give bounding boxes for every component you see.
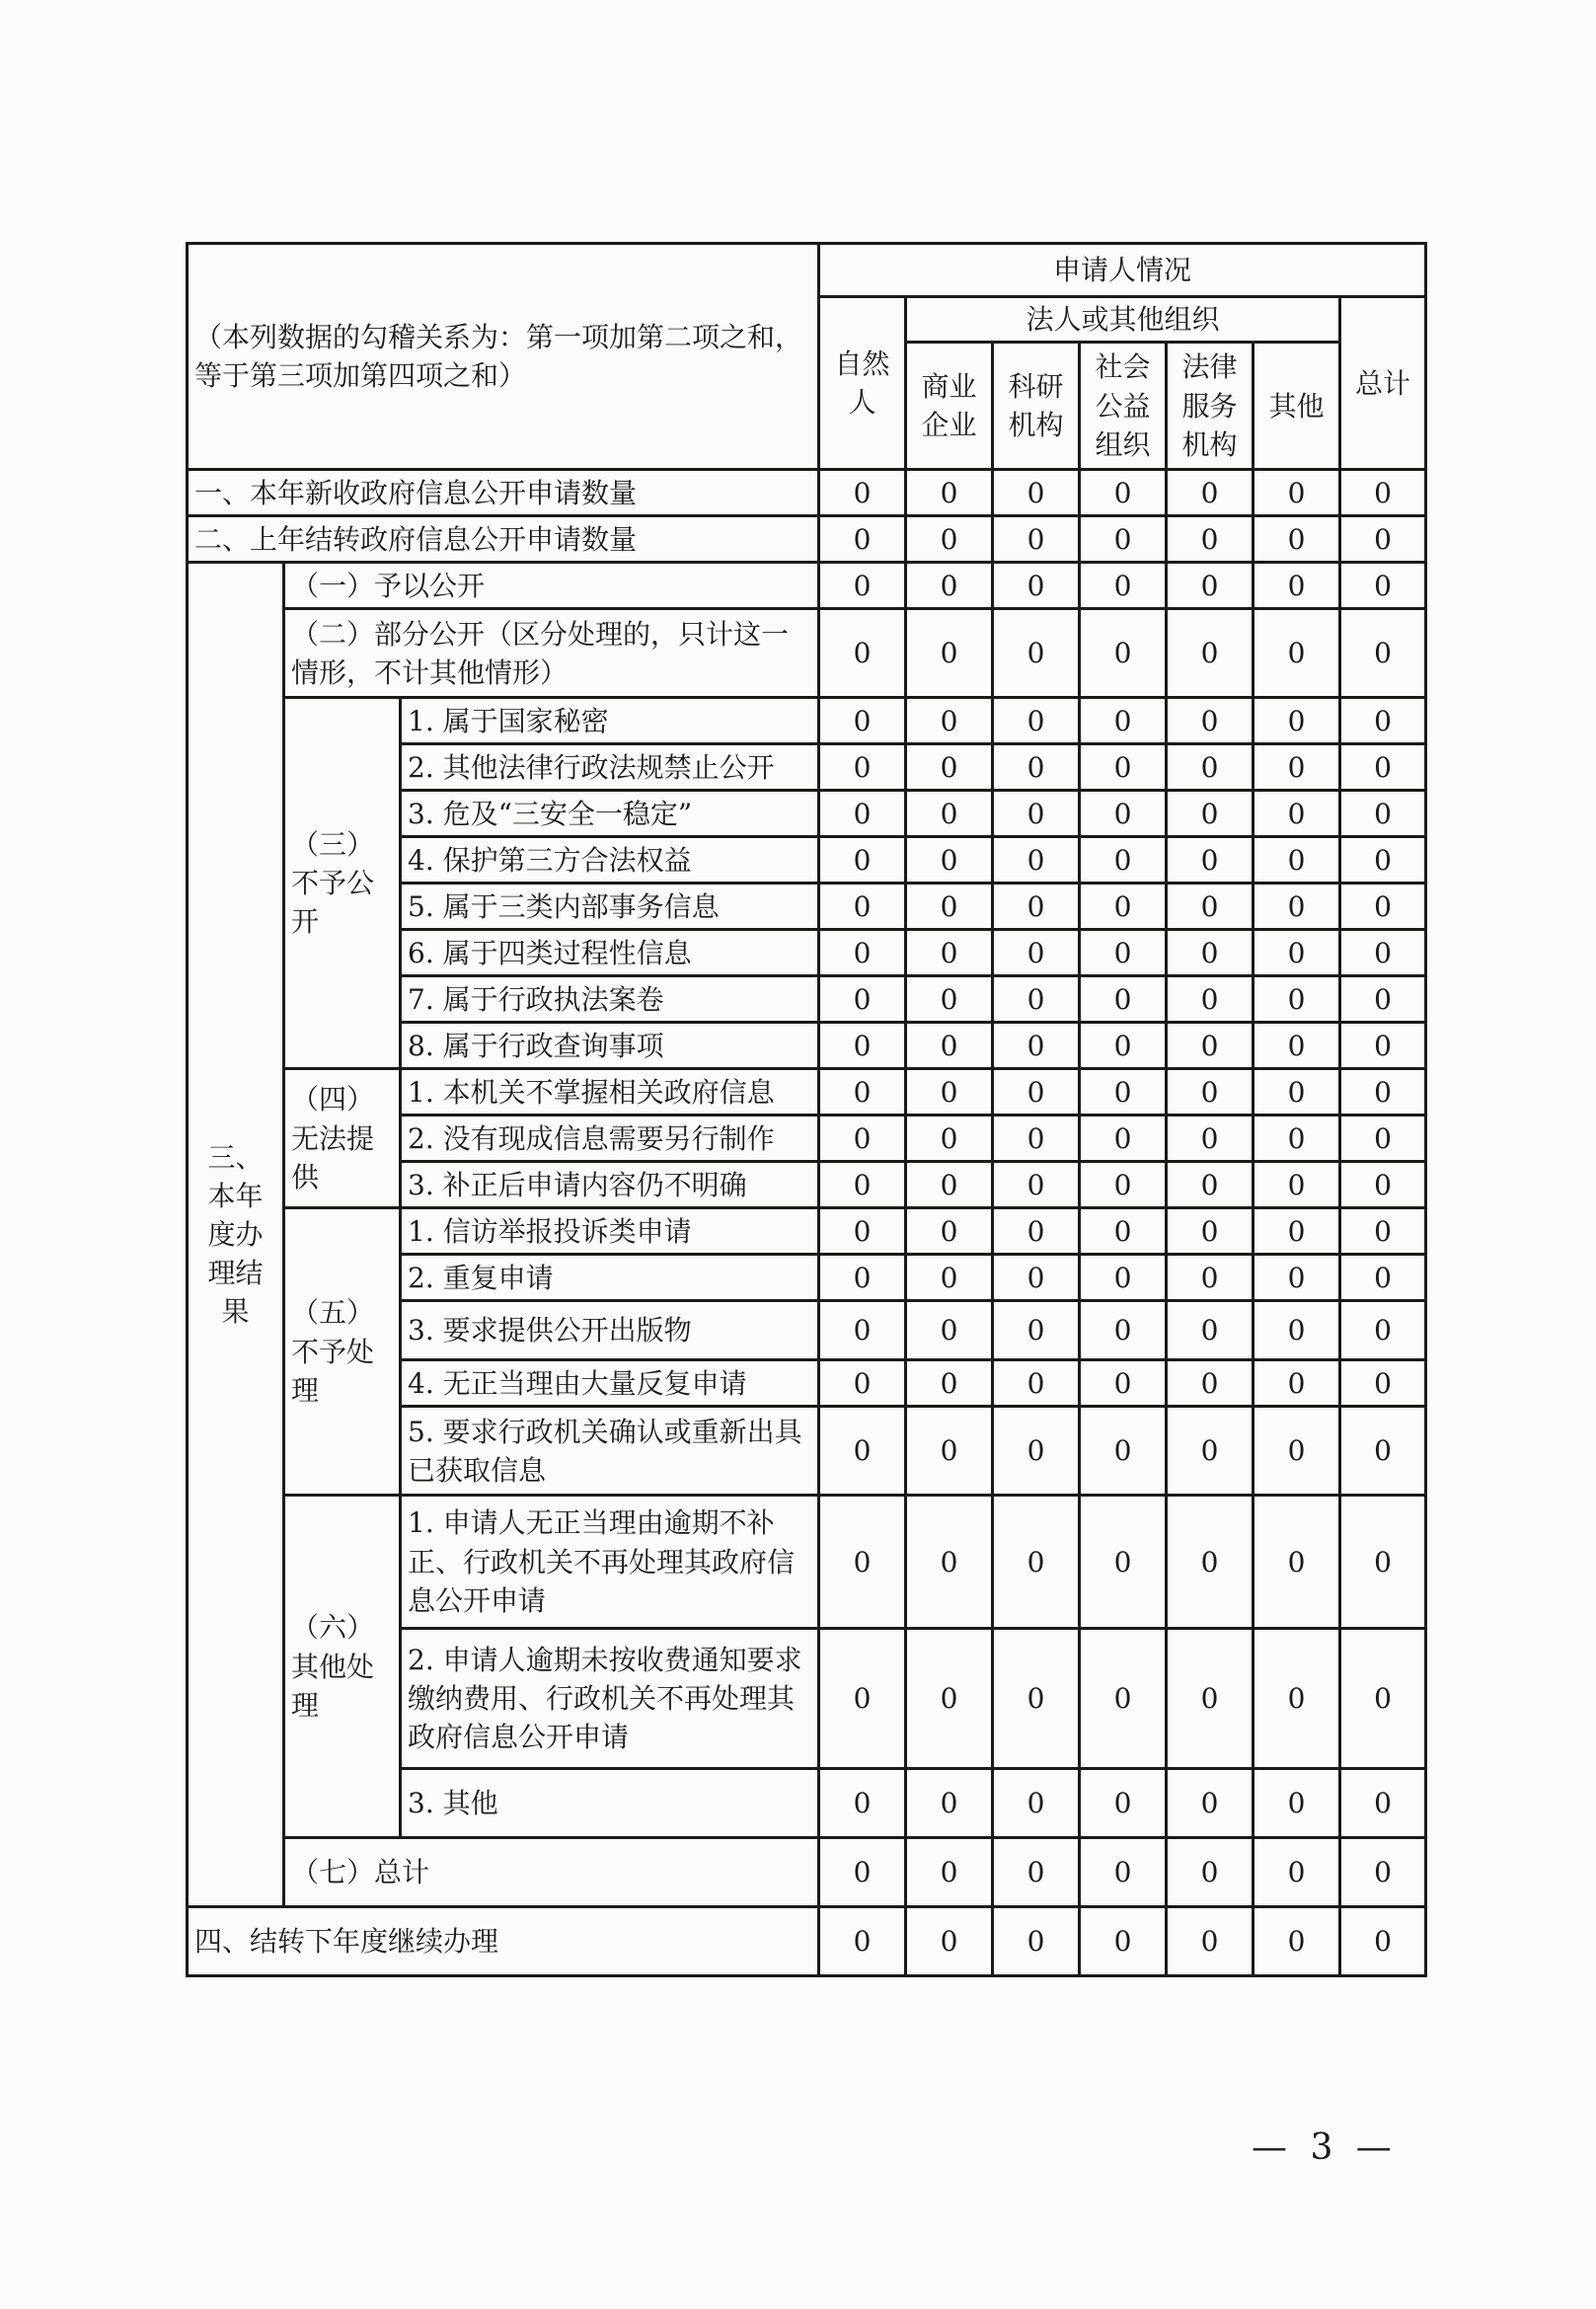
value-cell: 0 bbox=[906, 791, 993, 837]
value-cell: 0 bbox=[819, 1407, 906, 1496]
value-cell: 0 bbox=[1080, 516, 1167, 563]
value-cell: 0 bbox=[906, 1769, 993, 1838]
value-cell: 0 bbox=[1080, 1629, 1167, 1769]
value-cell: 0 bbox=[1167, 1023, 1254, 1069]
value-cell: 0 bbox=[993, 563, 1080, 609]
value-cell: 0 bbox=[1254, 1208, 1340, 1255]
value-cell: 0 bbox=[1254, 698, 1340, 744]
group-label: （六）其他处理 bbox=[284, 1496, 401, 1838]
value-cell: 0 bbox=[906, 1496, 993, 1629]
value-cell: 0 bbox=[906, 1255, 993, 1301]
section3-label: 三、本年度办理结果 bbox=[188, 563, 284, 1907]
value-cell: 0 bbox=[819, 1116, 906, 1162]
value-cell: 0 bbox=[1340, 1023, 1426, 1069]
value-cell: 0 bbox=[1080, 1407, 1167, 1496]
value-cell: 0 bbox=[906, 837, 993, 884]
natural-person-header: 自然人 bbox=[819, 297, 906, 470]
value-cell: 0 bbox=[906, 744, 993, 791]
value-cell: 0 bbox=[819, 1023, 906, 1069]
value-cell: 0 bbox=[1340, 1208, 1426, 1255]
value-cell: 0 bbox=[1340, 1629, 1426, 1769]
government-info-disclosure-table bbox=[186, 242, 1427, 1977]
value-cell: 0 bbox=[1080, 1907, 1167, 1976]
value-cell: 0 bbox=[906, 1838, 993, 1907]
value-cell: 0 bbox=[819, 516, 906, 563]
value-cell: 0 bbox=[1080, 1255, 1167, 1301]
value-cell: 0 bbox=[819, 698, 906, 744]
value-cell: 0 bbox=[1340, 1162, 1426, 1208]
value-cell: 0 bbox=[1080, 791, 1167, 837]
group-label: （三）不予公开 bbox=[284, 698, 401, 1069]
item-label: 1. 本机关不掌握相关政府信息 bbox=[401, 1069, 819, 1116]
value-cell: 0 bbox=[1340, 976, 1426, 1023]
value-cell: 0 bbox=[1340, 1907, 1426, 1976]
item-label: 3. 其他 bbox=[401, 1769, 819, 1838]
row-label: 一、本年新收政府信息公开申请数量 bbox=[188, 470, 819, 516]
page-number: — 3 — bbox=[1252, 2127, 1398, 2168]
value-cell: 0 bbox=[906, 470, 993, 516]
item-label: 2. 其他法律行政法规禁止公开 bbox=[401, 744, 819, 791]
value-cell: 0 bbox=[1254, 1407, 1340, 1496]
item-label: 8. 属于行政查询事项 bbox=[401, 1023, 819, 1069]
value-cell: 0 bbox=[1167, 884, 1254, 930]
total-header: 总计 bbox=[1340, 297, 1426, 470]
legal-orgs-header: 法人或其他组织 bbox=[906, 297, 1340, 343]
item-label: 2. 申请人逾期未按收费通知要求缴纳费用、行政机关不再处理其政府信息公开申请 bbox=[401, 1629, 819, 1769]
value-cell: 0 bbox=[906, 1208, 993, 1255]
value-cell: 0 bbox=[819, 1769, 906, 1838]
value-cell: 0 bbox=[1254, 470, 1340, 516]
row-label: 二、上年结转政府信息公开申请数量 bbox=[188, 516, 819, 563]
value-cell: 0 bbox=[1254, 1301, 1340, 1360]
value-cell: 0 bbox=[1080, 1116, 1167, 1162]
value-cell: 0 bbox=[993, 1116, 1080, 1162]
value-cell: 0 bbox=[819, 470, 906, 516]
value-cell: 0 bbox=[1167, 698, 1254, 744]
value-cell: 0 bbox=[1167, 1769, 1254, 1838]
value-cell: 0 bbox=[993, 698, 1080, 744]
value-cell: 0 bbox=[1167, 1629, 1254, 1769]
value-cell: 0 bbox=[906, 1629, 993, 1769]
value-cell: 0 bbox=[1340, 791, 1426, 837]
value-cell: 0 bbox=[1340, 1069, 1426, 1116]
item-label: 4. 保护第三方合法权益 bbox=[401, 837, 819, 884]
value-cell: 0 bbox=[1340, 516, 1426, 563]
item-label: 1. 信访举报投诉类申请 bbox=[401, 1208, 819, 1255]
value-cell: 0 bbox=[1254, 1838, 1340, 1907]
value-cell: 0 bbox=[819, 884, 906, 930]
value-cell: 0 bbox=[1167, 1360, 1254, 1407]
research-institution-header: 科研机构 bbox=[993, 343, 1080, 470]
value-cell: 0 bbox=[1254, 1769, 1340, 1838]
value-cell: 0 bbox=[819, 1496, 906, 1629]
table-row bbox=[188, 1907, 1426, 1976]
value-cell: 0 bbox=[1340, 930, 1426, 976]
value-cell: 0 bbox=[1254, 1162, 1340, 1208]
group-label: （一）予以公开 bbox=[284, 563, 819, 609]
value-cell: 0 bbox=[819, 1907, 906, 1976]
value-cell: 0 bbox=[819, 744, 906, 791]
value-cell: 0 bbox=[993, 1907, 1080, 1976]
value-cell: 0 bbox=[1254, 1069, 1340, 1116]
value-cell: 0 bbox=[819, 1162, 906, 1208]
table-row bbox=[188, 609, 1426, 698]
other-org-header: 其他 bbox=[1254, 343, 1340, 470]
item-label: 5. 要求行政机关确认或重新出具已获取信息 bbox=[401, 1407, 819, 1496]
value-cell: 0 bbox=[1080, 1360, 1167, 1407]
value-cell: 0 bbox=[906, 1301, 993, 1360]
value-cell: 0 bbox=[1080, 1301, 1167, 1360]
value-cell: 0 bbox=[1254, 837, 1340, 884]
value-cell: 0 bbox=[993, 1769, 1080, 1838]
value-cell: 0 bbox=[993, 930, 1080, 976]
value-cell: 0 bbox=[1340, 884, 1426, 930]
item-label: 6. 属于四类过程性信息 bbox=[401, 930, 819, 976]
value-cell: 0 bbox=[1340, 1496, 1426, 1629]
relationship-note: （本列数据的勾稽关系为：第一项加第二项之和，等于第三项加第四项之和） bbox=[188, 244, 819, 470]
value-cell: 0 bbox=[1167, 930, 1254, 976]
group-label: （二）部分公开（区分处理的，只计这一情形，不计其他情形） bbox=[284, 609, 819, 698]
value-cell: 0 bbox=[1167, 516, 1254, 563]
value-cell: 0 bbox=[1080, 744, 1167, 791]
value-cell: 0 bbox=[1340, 1255, 1426, 1301]
value-cell: 0 bbox=[1080, 1069, 1167, 1116]
table-row bbox=[188, 470, 1426, 516]
value-cell: 0 bbox=[993, 791, 1080, 837]
group-label: （五）不予处理 bbox=[284, 1208, 401, 1496]
value-cell: 0 bbox=[906, 1407, 993, 1496]
value-cell: 0 bbox=[1254, 744, 1340, 791]
item-label: 1. 属于国家秘密 bbox=[401, 698, 819, 744]
value-cell: 0 bbox=[1167, 1496, 1254, 1629]
value-cell: 0 bbox=[906, 1907, 993, 1976]
value-cell: 0 bbox=[1340, 609, 1426, 698]
value-cell: 0 bbox=[993, 1629, 1080, 1769]
value-cell: 0 bbox=[993, 470, 1080, 516]
table-row bbox=[188, 1208, 1426, 1255]
item-label: 3. 补正后申请内容仍不明确 bbox=[401, 1162, 819, 1208]
value-cell: 0 bbox=[819, 1629, 906, 1769]
value-cell: 0 bbox=[1254, 976, 1340, 1023]
value-cell: 0 bbox=[819, 1301, 906, 1360]
value-cell: 0 bbox=[819, 1360, 906, 1407]
value-cell: 0 bbox=[1167, 1301, 1254, 1360]
value-cell: 0 bbox=[1340, 1838, 1426, 1907]
value-cell: 0 bbox=[1340, 1360, 1426, 1407]
table-row bbox=[188, 1069, 1426, 1116]
table-row bbox=[188, 563, 1426, 609]
value-cell: 0 bbox=[993, 516, 1080, 563]
value-cell: 0 bbox=[1254, 1360, 1340, 1407]
social-welfare-org-header: 社会公益组织 bbox=[1080, 343, 1167, 470]
value-cell: 0 bbox=[1254, 563, 1340, 609]
value-cell: 0 bbox=[819, 1208, 906, 1255]
value-cell: 0 bbox=[819, 837, 906, 884]
value-cell: 0 bbox=[1340, 1116, 1426, 1162]
commercial-enterprise-header: 商业企业 bbox=[906, 343, 993, 470]
value-cell: 0 bbox=[1340, 1301, 1426, 1360]
value-cell: 0 bbox=[1167, 1162, 1254, 1208]
value-cell: 0 bbox=[1080, 1496, 1167, 1629]
value-cell: 0 bbox=[1167, 1407, 1254, 1496]
value-cell: 0 bbox=[1167, 1255, 1254, 1301]
value-cell: 0 bbox=[993, 837, 1080, 884]
value-cell: 0 bbox=[1340, 1769, 1426, 1838]
value-cell: 0 bbox=[993, 1162, 1080, 1208]
value-cell: 0 bbox=[1167, 563, 1254, 609]
group-label: （四）无法提供 bbox=[284, 1069, 401, 1208]
value-cell: 0 bbox=[1340, 1407, 1426, 1496]
value-cell: 0 bbox=[1254, 884, 1340, 930]
value-cell: 0 bbox=[993, 884, 1080, 930]
value-cell: 0 bbox=[1340, 744, 1426, 791]
value-cell: 0 bbox=[993, 1023, 1080, 1069]
item-label: 4. 无正当理由大量反复申请 bbox=[401, 1360, 819, 1407]
value-cell: 0 bbox=[1254, 1023, 1340, 1069]
item-label: 3. 要求提供公开出版物 bbox=[401, 1301, 819, 1360]
value-cell: 0 bbox=[1080, 470, 1167, 516]
value-cell: 0 bbox=[1254, 609, 1340, 698]
value-cell: 0 bbox=[1167, 609, 1254, 698]
value-cell: 0 bbox=[1254, 930, 1340, 976]
value-cell: 0 bbox=[819, 791, 906, 837]
value-cell: 0 bbox=[906, 1023, 993, 1069]
group-label: （七）总计 bbox=[284, 1838, 819, 1907]
row-label: 四、结转下年度继续办理 bbox=[188, 1907, 819, 1976]
value-cell: 0 bbox=[1167, 976, 1254, 1023]
value-cell: 0 bbox=[1080, 884, 1167, 930]
value-cell: 0 bbox=[1080, 976, 1167, 1023]
value-cell: 0 bbox=[819, 1069, 906, 1116]
value-cell: 0 bbox=[1340, 563, 1426, 609]
value-cell: 0 bbox=[993, 1496, 1080, 1629]
value-cell: 0 bbox=[993, 1069, 1080, 1116]
value-cell: 0 bbox=[1080, 563, 1167, 609]
value-cell: 0 bbox=[819, 609, 906, 698]
value-cell: 0 bbox=[993, 1301, 1080, 1360]
value-cell: 0 bbox=[993, 1255, 1080, 1301]
item-label: 2. 没有现成信息需要另行制作 bbox=[401, 1116, 819, 1162]
value-cell: 0 bbox=[1167, 837, 1254, 884]
value-cell: 0 bbox=[906, 1360, 993, 1407]
value-cell: 0 bbox=[993, 744, 1080, 791]
applicant-situation-header: 申请人情况 bbox=[819, 244, 1426, 297]
value-cell: 0 bbox=[819, 976, 906, 1023]
value-cell: 0 bbox=[1080, 837, 1167, 884]
value-cell: 0 bbox=[1254, 1629, 1340, 1769]
value-cell: 0 bbox=[993, 1407, 1080, 1496]
value-cell: 0 bbox=[1167, 744, 1254, 791]
value-cell: 0 bbox=[1254, 1255, 1340, 1301]
value-cell: 0 bbox=[819, 563, 906, 609]
value-cell: 0 bbox=[1254, 1116, 1340, 1162]
value-cell: 0 bbox=[1080, 1162, 1167, 1208]
value-cell: 0 bbox=[906, 1069, 993, 1116]
value-cell: 0 bbox=[1254, 1496, 1340, 1629]
table-row bbox=[188, 516, 1426, 563]
value-cell: 0 bbox=[819, 1838, 906, 1907]
value-cell: 0 bbox=[819, 930, 906, 976]
value-cell: 0 bbox=[1340, 837, 1426, 884]
value-cell: 0 bbox=[1167, 1838, 1254, 1907]
value-cell: 0 bbox=[993, 1838, 1080, 1907]
value-cell: 0 bbox=[906, 930, 993, 976]
item-label: 2. 重复申请 bbox=[401, 1255, 819, 1301]
value-cell: 0 bbox=[1167, 1208, 1254, 1255]
value-cell: 0 bbox=[1080, 609, 1167, 698]
value-cell: 0 bbox=[1080, 930, 1167, 976]
value-cell: 0 bbox=[1167, 1116, 1254, 1162]
value-cell: 0 bbox=[906, 516, 993, 563]
value-cell: 0 bbox=[1167, 470, 1254, 516]
value-cell: 0 bbox=[1167, 1069, 1254, 1116]
value-cell: 0 bbox=[906, 976, 993, 1023]
value-cell: 0 bbox=[1080, 1838, 1167, 1907]
item-label: 3. 危及“三安全一稳定” bbox=[401, 791, 819, 837]
table-row bbox=[188, 1496, 1426, 1629]
value-cell: 0 bbox=[819, 1255, 906, 1301]
value-cell: 0 bbox=[1254, 1907, 1340, 1976]
item-label: 5. 属于三类内部事务信息 bbox=[401, 884, 819, 930]
value-cell: 0 bbox=[993, 1360, 1080, 1407]
value-cell: 0 bbox=[1080, 1023, 1167, 1069]
value-cell: 0 bbox=[1167, 1907, 1254, 1976]
value-cell: 0 bbox=[1340, 470, 1426, 516]
value-cell: 0 bbox=[993, 976, 1080, 1023]
value-cell: 0 bbox=[1080, 698, 1167, 744]
table-row bbox=[188, 698, 1426, 744]
value-cell: 0 bbox=[1080, 1208, 1167, 1255]
value-cell: 0 bbox=[906, 609, 993, 698]
value-cell: 0 bbox=[993, 1208, 1080, 1255]
value-cell: 0 bbox=[1254, 791, 1340, 837]
value-cell: 0 bbox=[906, 698, 993, 744]
value-cell: 0 bbox=[1254, 516, 1340, 563]
value-cell: 0 bbox=[906, 884, 993, 930]
value-cell: 0 bbox=[1080, 1769, 1167, 1838]
table-row bbox=[188, 1838, 1426, 1907]
value-cell: 0 bbox=[906, 1116, 993, 1162]
value-cell: 0 bbox=[906, 1162, 993, 1208]
value-cell: 0 bbox=[906, 563, 993, 609]
item-label: 1. 申请人无正当理由逾期不补正、行政机关不再处理其政府信息公开申请 bbox=[401, 1496, 819, 1629]
value-cell: 0 bbox=[1167, 791, 1254, 837]
legal-service-org-header: 法律服务机构 bbox=[1167, 343, 1254, 470]
value-cell: 0 bbox=[993, 609, 1080, 698]
item-label: 7. 属于行政执法案卷 bbox=[401, 976, 819, 1023]
value-cell: 0 bbox=[1340, 698, 1426, 744]
